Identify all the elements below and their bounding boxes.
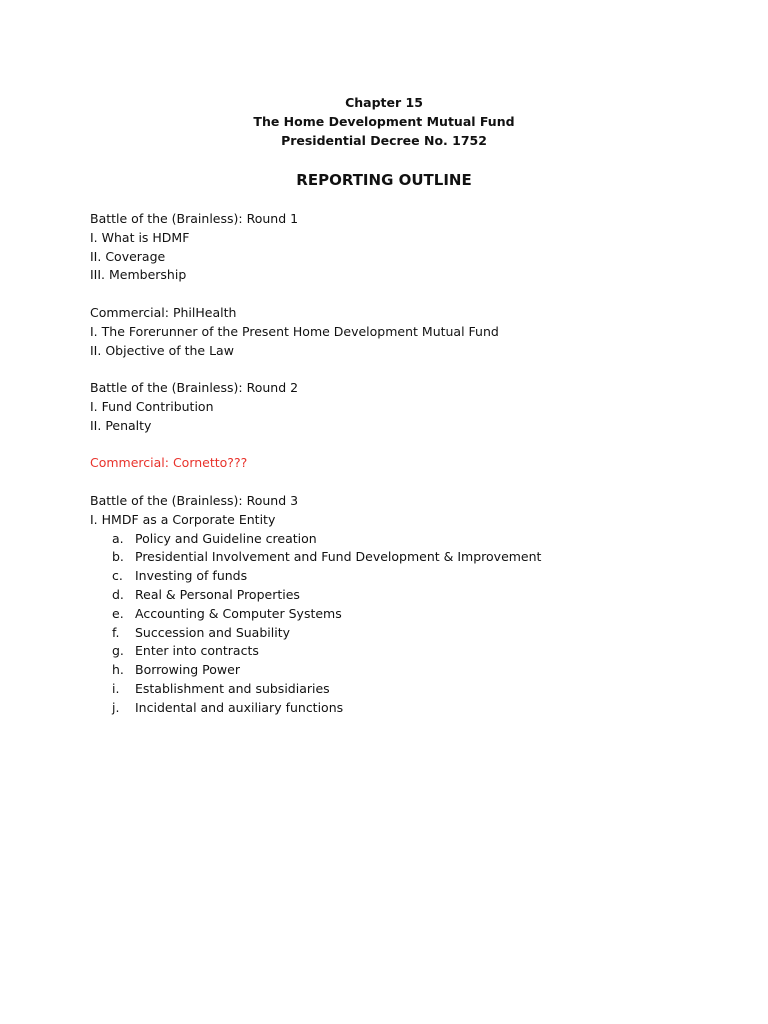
sub-item-marker: b. — [112, 549, 124, 565]
chapter-number: Chapter 15 — [345, 95, 423, 110]
sub-item — [90, 699, 710, 718]
sub-item-marker: h. — [112, 662, 124, 678]
section-commercial-philhealth — [90, 304, 710, 360]
outline-item: II. Penalty — [90, 417, 152, 433]
sub-item-text: Presidential Involvement and Fund Development & Improvement — [135, 549, 542, 565]
sub-item-marker: e. — [112, 605, 124, 621]
outline-item: II. Coverage — [90, 248, 166, 264]
outline-item: I. HMDF as a Corporate Entity — [90, 511, 276, 527]
sub-item — [90, 642, 710, 661]
outline-item: II. Objective of the Law — [90, 342, 234, 358]
sub-item-text: Establishment and subsidiaries — [135, 680, 330, 696]
sub-item — [90, 661, 710, 680]
sub-item-marker: d. — [112, 586, 124, 602]
sub-item — [90, 586, 710, 605]
fund-name: The Home Development Mutual Fund — [253, 114, 515, 129]
sub-item-marker: c. — [112, 568, 123, 584]
sub-item-text: Incidental and auxiliary functions — [135, 699, 344, 715]
section-heading: Battle of the (Brainless): Round 2 — [90, 380, 299, 396]
sub-item-text: Borrowing Power — [135, 662, 240, 678]
section-heading-highlighted: Commercial: Cornetto??? — [90, 455, 248, 471]
sub-item-marker: f. — [112, 624, 120, 640]
sub-item-marker: j. — [112, 699, 120, 715]
decree-number: Presidential Decree No. 1752 — [281, 133, 487, 148]
sub-item-marker: a. — [112, 530, 124, 546]
reporting-outline — [90, 210, 710, 736]
sub-item-marker: g. — [112, 643, 124, 659]
sub-item-text: Enter into contracts — [135, 643, 259, 659]
sub-item-list — [90, 530, 710, 718]
chapter-header — [0, 93, 768, 150]
page-title: REPORTING OUTLINE — [296, 171, 472, 189]
sub-item — [90, 530, 710, 549]
sub-item-text: Accounting & Computer Systems — [135, 605, 342, 621]
outline-item: III. Membership — [90, 267, 187, 283]
outline-item: I. The Forerunner of the Present Home Development Mutual Fund — [90, 323, 499, 339]
sub-item-text: Investing of funds — [135, 568, 248, 584]
sub-item — [90, 680, 710, 699]
sub-item-text: Policy and Guideline creation — [135, 530, 317, 546]
sub-item — [90, 548, 710, 567]
sub-item — [90, 605, 710, 624]
sub-item — [90, 624, 710, 643]
section-heading: Battle of the (Brainless): Round 1 — [90, 211, 299, 226]
section-heading: Battle of the (Brainless): Round 3 — [90, 492, 299, 508]
outline-item: I. What is HDMF — [90, 229, 190, 245]
section-round-3 — [90, 492, 710, 718]
sub-item-text: Real & Personal Properties — [135, 586, 300, 602]
section-round-2 — [90, 379, 710, 435]
sub-item-marker: i. — [112, 680, 120, 696]
sub-item-text: Succession and Suability — [135, 624, 290, 640]
outline-item: I. Fund Contribution — [90, 398, 214, 414]
sub-item — [90, 567, 710, 586]
section-heading: Commercial: PhilHealth — [90, 304, 237, 320]
section-round-1 — [90, 210, 710, 285]
section-commercial-cornetto — [90, 454, 710, 473]
